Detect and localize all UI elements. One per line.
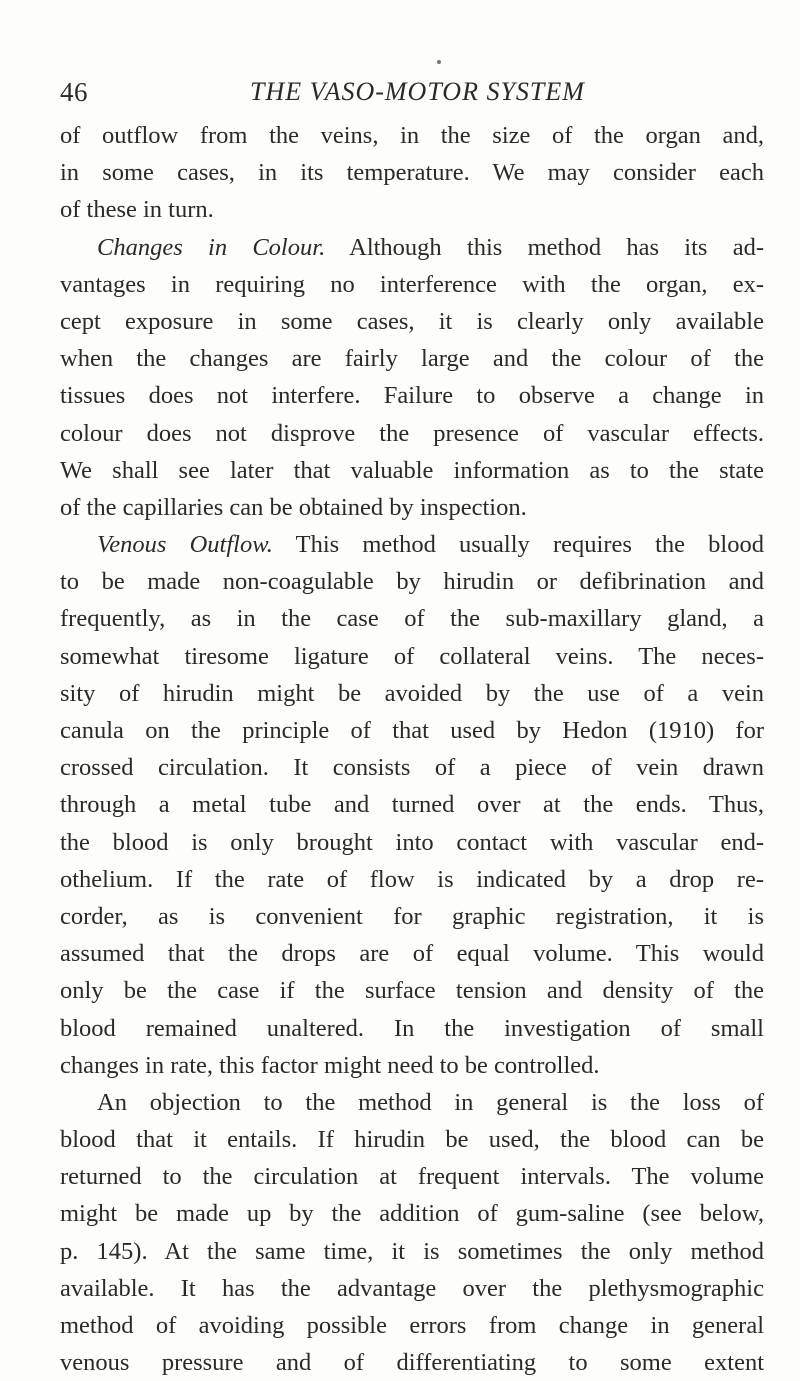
text-line-2: in some cases, in its temperature. We may consider each (60, 159, 764, 187)
text-line-30: might be made up by the addition of gum-saline (see below, (60, 1200, 764, 1228)
text-line-10: We shall see later that valuable information as to the state (60, 456, 764, 484)
text-line-32: available. It has the advantage over the plethysmographic (60, 1274, 764, 1302)
text-line-22: corder, as is convenient for graphic registration, it is (60, 902, 764, 930)
text-line-20: the blood is only brought into contact with vascular end- (60, 828, 764, 856)
section-heading-changes-in-colour: Changes in Colour. (97, 233, 326, 261)
text-line-28: blood that it entails. If hirudin be used, the blood can be (60, 1126, 764, 1154)
text-line-21: othelium. If the rate of flow is indicated by a drop re- (60, 865, 764, 893)
text-line-25: blood remained unaltered. In the investigation of small (60, 1014, 764, 1042)
text-line-9: colour does not disprove the presence of vascular effects. (60, 419, 764, 447)
text-line-34: venous pressure and of differentiating to some extent (60, 1349, 764, 1377)
text-line-27: An objection to the method in general is the loss of (97, 1088, 764, 1116)
text-line-29: returned to the circulation at frequent intervals. The volume (60, 1163, 764, 1191)
text-line-26: changes in rate, this factor might need to be controlled. (60, 1051, 600, 1079)
ink-speck (437, 60, 441, 64)
text-line-4: Changes in Colour. Although this method has its ad- (97, 233, 764, 261)
text-line-6: cept exposure in some cases, it is clearly only available (60, 307, 764, 335)
text-line-1: of outflow from the veins, in the size of the organ and, (60, 122, 764, 149)
text-line-5: vantages in requiring no interference with the organ, ex- (60, 270, 764, 298)
text-line-23: assumed that the drops are of equal volume. This would (60, 940, 764, 968)
section-heading-venous-outflow: Venous Outflow. (97, 531, 273, 559)
text-line-31: p. 145). At the same time, it is sometimes the only method (60, 1237, 764, 1265)
text-line-15: somewhat tiresome ligature of collateral veins. The neces- (60, 642, 764, 670)
text-line-19: through a metal tube and turned over at the ends. Thus, (60, 791, 764, 819)
text-line-13: to be made non-coagulable by hirudin or defibrination and (60, 568, 764, 596)
running-head: THE VASO-MOTOR SYSTEM (250, 77, 585, 106)
text-line-33: method of avoiding possible errors from change in general (60, 1312, 764, 1339)
text-line-14: frequently, as in the case of the sub-maxillary gland, a (60, 605, 764, 633)
text-line-12: Venous Outflow. This method usually requires the blood (97, 531, 764, 559)
text-line-8: tissues does not interfere. Failure to observe a change in (60, 382, 764, 410)
text-line-24: only be the case if the surface tension and density of the (60, 977, 764, 1005)
page-number: 46 (60, 77, 88, 107)
text-line-18: crossed circulation. It consists of a piece of vein drawn (60, 754, 764, 782)
text-line-16: sity of hirudin might be avoided by the use of a vein (60, 679, 764, 707)
text-line-7: when the changes are fairly large and the colour of the (60, 345, 764, 373)
body-text (60, 117, 764, 1381)
text-line-3: of these in turn. (60, 196, 214, 224)
text-line-11: of the capillaries can be obtained by inspection. (60, 493, 527, 521)
text-line-17: canula on the principle of that used by Hedon (1910) for (60, 717, 764, 744)
